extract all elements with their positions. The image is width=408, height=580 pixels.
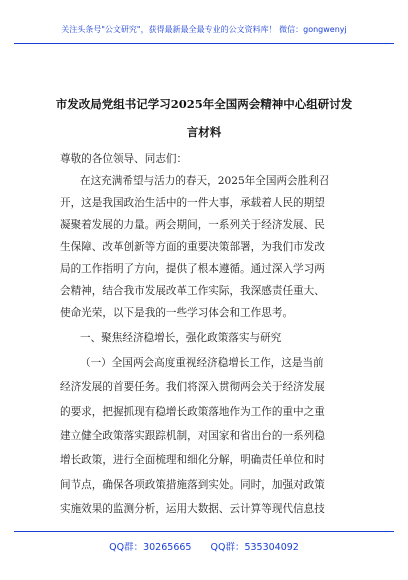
paragraph-1-line: 开，这是我国政治生活中的一件大事，承载着人民的期望 [60, 197, 325, 209]
greeting: 尊敬的各位领导、同志们： [60, 153, 188, 165]
paragraph-2-line: （一）全国两会高度重视经济稳增长工作，这是当前 [80, 357, 324, 369]
paragraph-1-line: 凝聚着发展的力量。两会期间，一系列关于经济发展、民 [60, 219, 325, 231]
footer-qq-group-1: QQ群：30265665 [109, 542, 192, 553]
section-heading-1: 一、聚焦经济稳增长，强化政策落实与研究 [80, 332, 282, 344]
footer [14, 539, 394, 553]
header-divider [14, 43, 394, 44]
paragraph-2-line: 经济发展的首要任务。我们将深入贯彻两会关于经济发展 [60, 381, 325, 393]
header-banner: 关注头条号"公文研究"，获得最新最全最专业的公文资料库！ 微信：gongwenyj [61, 25, 347, 34]
paragraph-2-line: 间节点，确保各项政策措施落到实处。同时，加强对政策 [60, 479, 325, 491]
paragraph-1-line: 使命光荣，以下是我的一些学习体会和工作思考。 [60, 307, 294, 319]
document-title-line-1: 市发改局党组书记学习2025年全国两会精神中心组研讨发 [55, 97, 353, 111]
paragraph-1-line: 会精神，结合我市发展改革工作实际，我深感责任重大、 [60, 285, 325, 297]
paragraph-2-line: 建立健全政策落实跟踪机制，对国家和省出台的一系列稳 [60, 430, 325, 442]
paragraph-1-line: 局的工作指明了方向，提供了根本遵循。通过深入学习两 [60, 263, 325, 275]
document-title-line-2: 言材料 [186, 125, 222, 139]
paragraph-2-line: 增长政策，进行全面梳理和细化分解，明确责任单位和时 [60, 454, 325, 466]
paragraph-2-line: 的要求，把握抓现有稳增长政策落地作为工作的重中之重 [60, 406, 325, 418]
paragraph-1-line: 生保障、改革创新等方面的重要决策部署，为我们市发改 [60, 241, 325, 253]
paragraph-2-line: 实施效果的监测分析，运用大数据、云计算等现代信息技 [60, 503, 325, 515]
footer-divider [14, 531, 394, 532]
footer-qq-group-2: QQ群：535304092 [210, 542, 299, 553]
paragraph-1-line: 在这充满希望与活力的春天，2025年全国两会胜利召 [80, 175, 330, 187]
